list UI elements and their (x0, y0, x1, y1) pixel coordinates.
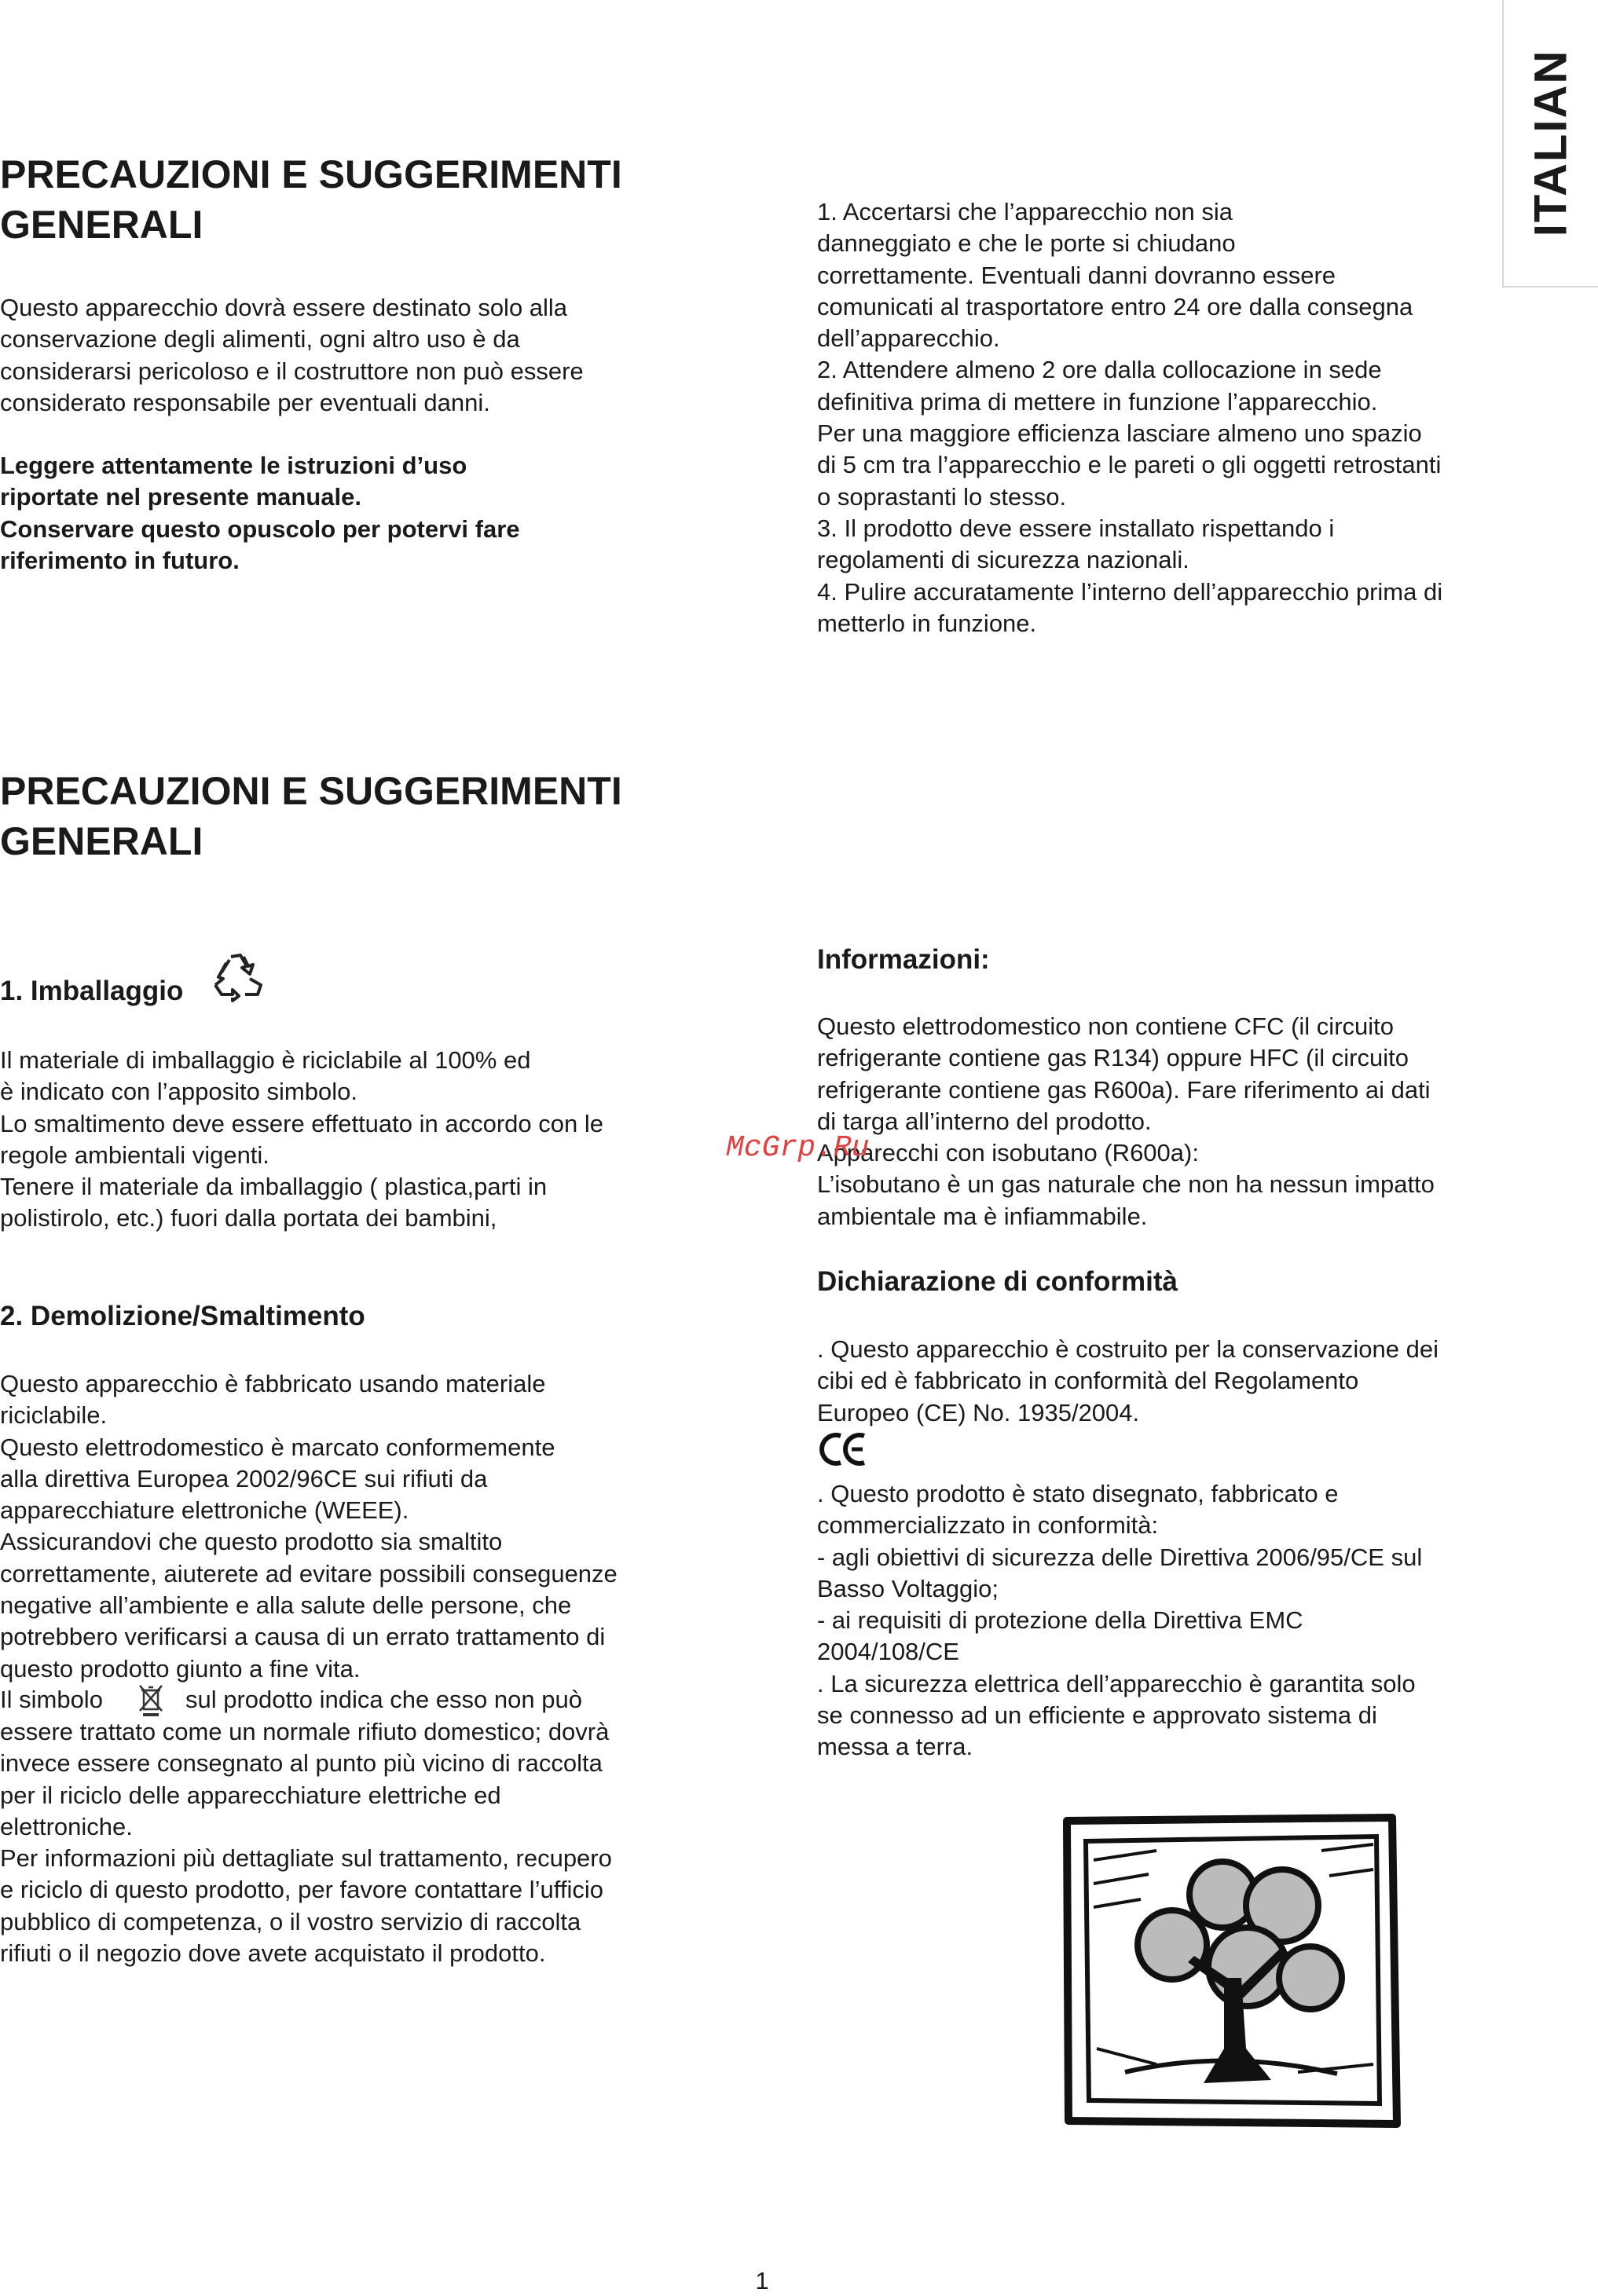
weee-symbol-line (0, 1684, 731, 1716)
conformity-heading: Dichiarazione di conformità (817, 1266, 1178, 1297)
section1-title (0, 149, 707, 250)
section1-intro: Questo apparecchio dovrà essere destinato solo alla conservazione degli alimenti, ogni altro uso è da considerarsi pericoloso e il costruttore non può essere considerato responsabile per eventuali danni. (0, 294, 584, 416)
weee-symbol-suffix: sul prodotto indica che esso non può (185, 1686, 582, 1713)
section1-steps: 1. Accertarsi che l’apparecchio non sia danneggiato e che le porte si chiudano correttamente. Eventuali danni dovranno essere comunicati al trasportatore entro 24 ore dalla consegna dell’apparecchio. 2. Attendere almeno 2 ore dalla collocazione in sede definitiva prima di mettere in funzione l’apparecchio. Per una maggiore efficienza lasciare almeno uno spazio di 5 cm tra l’apparecchio e le pareti o gli oggetti retrostanti o soprastanti lo stesso. 3. Il prodotto deve essere installato rispettando i regolamenti di sicurezza nazionali. 4. Pulire accuratamente l’interno dell’apparecchio prima di metterlo in funzione. (817, 198, 1443, 637)
disposal-text: Questo apparecchio è fabbricato usando materiale riciclabile. Questo elettrodomestico è marcato conformemente alla direttiva Europea 2002/96CE sui rifiuti da apparecchiature elettroniche (WEEE). Assicurandovi che questo prodotto sia smaltito correttamente, aiuterete ad evitare possibili conseguenze negative all’ambiente e alla salute delle persone, che potrebbero verificarsi a causa di un errato trattamento di questo prodotto giunto a fine vita. (0, 1370, 618, 1683)
watermark: McGrp.Ru (726, 1131, 870, 1165)
section2-title-line1: PRECAUZIONI E SUGGERIMENTI (0, 769, 622, 813)
conformity-text1: . Questo apparecchio è costruito per la conservazione dei cibi ed è fabbricato in conformità del Regolamento Europeo (CE) No. 1935/2004. (817, 1335, 1439, 1426)
disposal-heading: 2. Demolizione/Smaltimento (0, 1301, 365, 1331)
section2-title-line2: GENERALI (0, 819, 203, 863)
page-number: 1 (755, 2267, 769, 2294)
section1-title-line1: PRECAUZIONI E SUGGERIMENTI (0, 152, 622, 196)
packaging-heading-row (0, 950, 393, 1013)
section2-title (0, 766, 707, 866)
section1-bold-note: Leggere attentamente le istruzioni d’uso riportate nel presente manuale. Conservare questo opuscolo per potervi fare riferimento in futuro. (0, 452, 520, 574)
tree-icon (1062, 1813, 1402, 2129)
ce-mark-icon (819, 1431, 867, 1467)
language-tab-label: ITALIAN (1525, 49, 1577, 237)
packaging-heading: 1. Imballaggio (0, 976, 184, 1006)
weee-symbol-prefix: Il simbolo (0, 1686, 103, 1713)
info-heading: Informazioni: (817, 944, 990, 975)
info-text: Questo elettrodomestico non contiene CFC (il circuito refrigerante contiene gas R134) oppure HFC (il circuito refrigerante contiene gas R600a). Fare riferimento ai dati di targa all’interno del prodotto. Apparecchi con isobutano (R600a): L’isobutano è un gas naturale che non ha nessun impatto ambientale ma è infiammabile. (817, 1013, 1435, 1230)
packaging-text: Il materiale di imballaggio è riciclabile al 100% ed è indicato con l’apposito simbolo. Lo smaltimento deve essere effettuato in accordo con le regole ambientali vigenti. Tenere il materiale da imballaggio ( plastica,parti in polistirolo, etc.) fuori dalla portata dei bambini, (0, 1046, 603, 1232)
recycle-icon (211, 950, 267, 1002)
disposal-text-continued: essere trattato come un normale rifiuto domestico; dovrà invece essere consegnato al punto più vicino di raccolta per il riciclo delle apparecchiature elettriche ed elettroniche. Per informazioni più dettagliate sul trattamento, recupero e riciclo di questo prodotto, per favore contattare l’ufficio pubblico di competenza, o il vostro servizio di raccolta rifiuti o il negozio dove avete acquistato il prodotto. (0, 1718, 612, 1968)
weee-bin-icon (137, 1683, 165, 1717)
section1-title-line2: GENERALI (0, 203, 203, 247)
conformity-text2: . Questo prodotto è stato disegnato, fabbricato e commercializzato in conformità: - agli obiettivi di sicurezza delle Direttiva 2006/95/CE sul Basso Voltaggio; - ai requisiti di protezione della Direttiva EMC 2004/108/CE . La sicurezza elettrica dell’apparecchio è garantita solo se connesso ad un efficiente e approvato sistema di messa a terra. (817, 1480, 1423, 1761)
